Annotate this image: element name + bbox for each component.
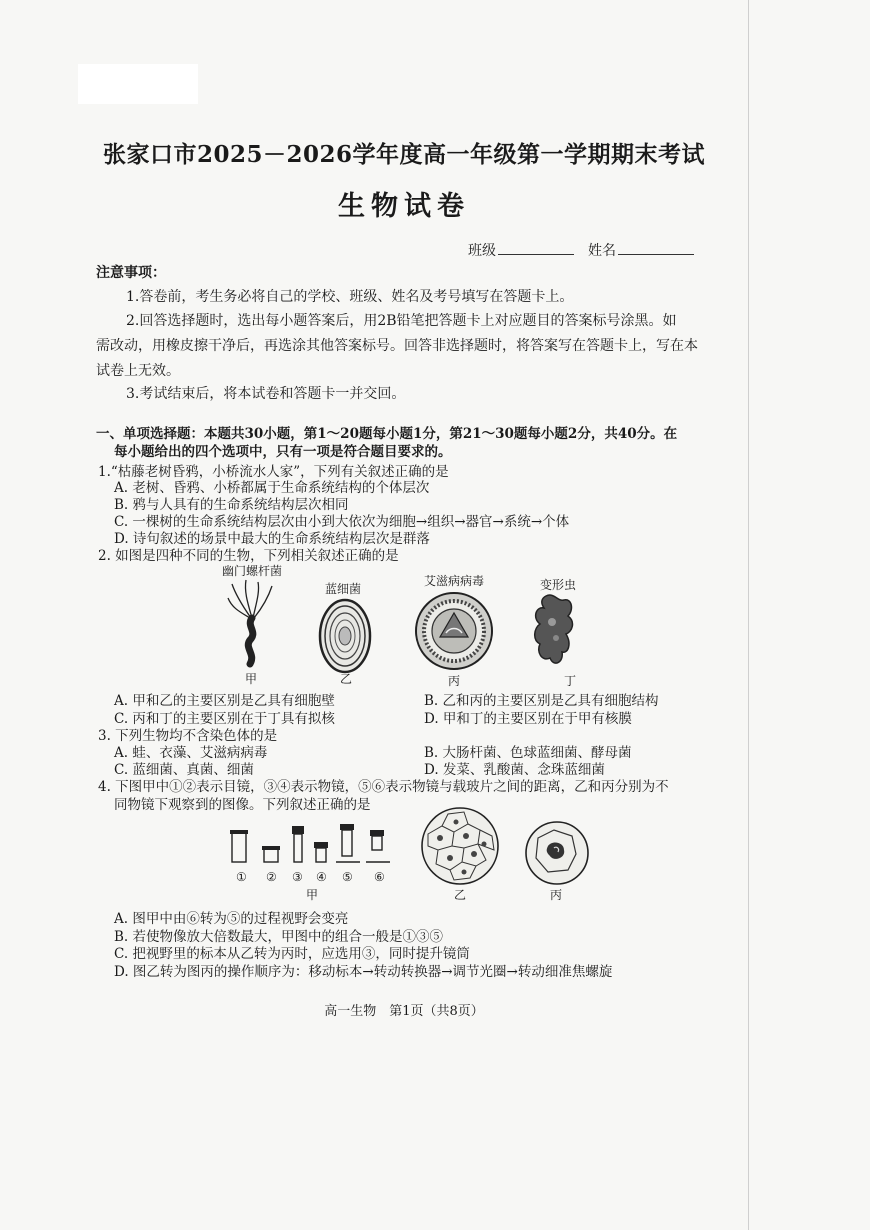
q4-view-yi (420, 806, 500, 886)
notice-item-2c: 试卷上无效。 (96, 363, 180, 379)
q4-num-6: ⑥ (374, 870, 385, 884)
class-field (468, 240, 574, 260)
q2-tag-yi: 乙 (340, 672, 353, 686)
q4-stem-b: 同物镜下观察到的图像。下列叙述正确的是 (114, 797, 371, 813)
q4-option-d: D. 图乙转为图丙的操作顺序为：移动标本→转动转换器→调节光圈→转动细准焦螺旋 (114, 964, 613, 980)
q4-num-4: ④ (316, 870, 327, 884)
q1-option-a: A. 老树、昏鸦、小桥都属于生命系统结构的个体层次 (114, 480, 430, 496)
name-label: 姓名 (588, 243, 616, 259)
q2-stem: 2. 如图是四种不同的生物，下列相关叙述正确的是 (98, 548, 399, 564)
q4-option-a: A. 图甲中由⑥转为⑤的过程视野会变亮 (114, 911, 349, 927)
q2-tag-ding: 丁 (564, 674, 577, 688)
q2-label-amoeba: 变形虫 (540, 578, 577, 592)
q1-stem: 1.“枯藤老树昏鸦，小桥流水人家”，下列有关叙述正确的是 (98, 464, 449, 480)
q2-option-a: A. 甲和乙的主要区别是乙具有细胞壁 (114, 693, 335, 709)
q4-tag-jia: 甲 (306, 888, 319, 902)
q4-stem-a: 4. 下图甲中①②表示目镜，③④表示物镜，⑤⑥表示物镜与载玻片之间的距离，乙和丙分别为不 (98, 779, 669, 795)
q2-label-hiv: 艾滋病病毒 (424, 574, 485, 588)
section-heading-b: 每小题给出的四个选项中，只有一项是符合题目要求的。 (114, 444, 452, 460)
q4-option-c: C. 把视野里的标本从乙转为丙时，应选用③，同时提升镜筒 (114, 946, 470, 962)
q4-num-1: ① (236, 870, 247, 884)
section-heading-a: 一、单项选择题：本题共30小题，第1～20题每小题1分，第21～30题每小题2分，共40分。在 (96, 426, 678, 442)
q3-stem: 3. 下列生物均不含染色体的是 (98, 728, 278, 744)
name-field (588, 240, 694, 260)
q4-option-b: B. 若使物像放大倍数最大，甲图中的组合一般是①③⑤ (114, 929, 444, 945)
q2-option-b: B. 乙和丙的主要区别是乙具有细胞结构 (424, 693, 659, 709)
redacted-area (78, 64, 198, 104)
page-footer: 高一生物 第1页（共8页） (324, 1004, 484, 1019)
q4-lens-figure (228, 824, 394, 870)
q2-option-c: C. 丙和丁的主要区别在于丁具有拟核 (114, 711, 335, 727)
q3-option-c: C. 蓝细菌、真菌、细菌 (114, 762, 254, 778)
q4-num-3: ③ (292, 870, 303, 884)
cyanobacteria-figure (318, 598, 372, 674)
q2-label-helicobacter: 幽门螺杆菌 (222, 564, 283, 578)
q4-tag-bing: 丙 (550, 888, 563, 902)
notice-heading: 注意事项： (96, 265, 166, 281)
exam-title: 张家口市2025－2026学年度高一年级第一学期期末考试 (102, 141, 706, 168)
q3-option-b: B. 大肠杆菌、色球蓝细菌、酵母菌 (424, 745, 632, 761)
q4-num-2: ② (266, 870, 277, 884)
notice-item-3: 3.考试结束后，将本试卷和答题卡一并交回。 (126, 386, 406, 402)
hiv-figure (414, 591, 494, 671)
q1-option-d: D. 诗句叙述的场景中最大的生命系统结构层次是群落 (114, 531, 430, 547)
q2-label-cyanobacteria: 蓝细菌 (325, 582, 362, 596)
class-label: 班级 (468, 243, 496, 259)
q1-option-b: B. 鸦与人具有的生命系统结构层次相同 (114, 497, 349, 513)
notice-item-2b: 需改动，用橡皮擦干净后，再选涂其他答案标号。回答非选择题时，将答案写在答题卡上，写在本 (96, 338, 698, 354)
q2-option-d: D. 甲和丁的主要区别在于甲有核膜 (424, 711, 632, 727)
amoeba-figure (528, 592, 578, 670)
q4-tag-yi: 乙 (454, 888, 467, 902)
q4-num-5: ⑤ (342, 870, 353, 884)
q3-option-a: A. 蛙、衣藻、艾滋病病毒 (114, 745, 268, 761)
q4-view-bing (524, 820, 590, 886)
notice-item-1: 1.答卷前，考生务必将自己的学校、班级、姓名及考号填写在答题卡上。 (126, 289, 574, 305)
q1-option-c: C. 一棵树的生命系统结构层次由小到大依次为细胞→组织→器官→系统→个体 (114, 514, 570, 530)
q2-tag-bing: 丙 (448, 674, 461, 688)
subject-title: 生物试卷 (338, 191, 470, 222)
helicobacter-figure (226, 578, 276, 668)
notice-item-2a: 2.回答选择题时，选出每小题答案后，用2B铅笔把答题卡上对应题目的答案标号涂黑。如 (126, 313, 677, 329)
q3-option-d: D. 发菜、乳酸菌、念珠蓝细菌 (424, 762, 605, 778)
q2-tag-jia: 甲 (245, 672, 258, 686)
